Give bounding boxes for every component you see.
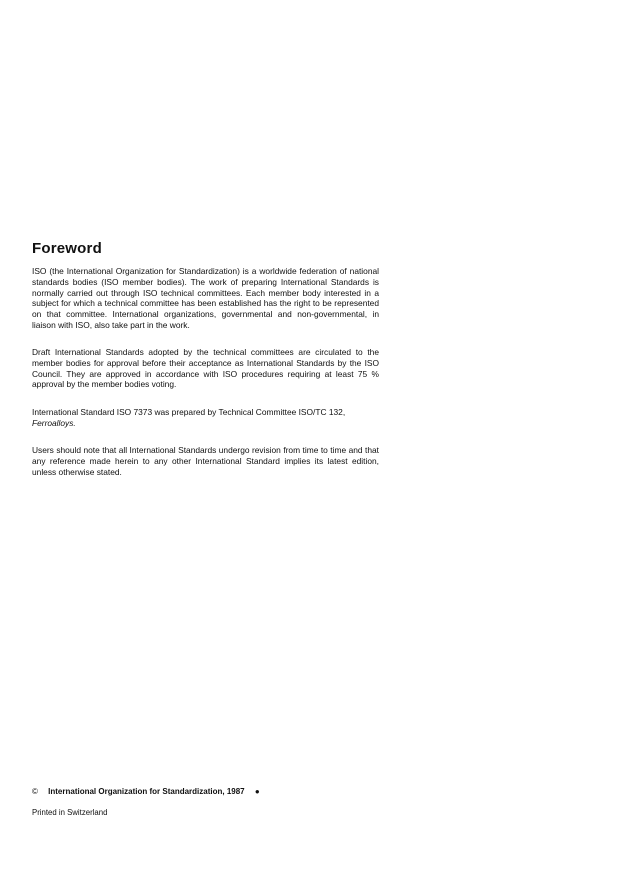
foreword-paragraph-revision-note: Users should note that all International Standards undergo revision from time to time and that any reference made herein to any other International Standard implies its latest edition, unless otherwise stated. — [32, 445, 379, 477]
copyright-text: International Organization for Standardization, 1987 — [48, 787, 245, 796]
bullet-icon: ● — [254, 787, 260, 796]
foreword-paragraph-approval: Draft International Standards adopted by the technical committees are circulated to the member bodies for approval before their acceptance as International Standards by the ISO Council. They are approved in accordance with ISO procedures requiring at least 75 % approval by the member bodies voting. — [32, 347, 379, 390]
foreword-heading: Foreword — [32, 240, 102, 257]
copyright-symbol: © — [32, 787, 38, 796]
foreword-paragraph-iso-description: ISO (the International Organization for Standardization) is a worldwide federation of national standards bodies (ISO member bodies). The work of preparing International Standards is normally carried out through ISO technical committees. Each member body interested in a subject for which a technical committee has been established has the right to be represented on that committee. International organizations, governmental and non-governmental, in liaison with ISO, also take part in the work. — [32, 266, 379, 330]
foreword-paragraph-committee — [32, 407, 379, 429]
committee-statement: International Standard ISO 7373 was prepared by Technical Committee ISO/TC 132, — [32, 407, 346, 417]
committee-name: Ferroalloys. — [32, 417, 76, 428]
copyright-line — [32, 787, 260, 796]
printed-in-line: Printed in Switzerland — [32, 808, 108, 817]
